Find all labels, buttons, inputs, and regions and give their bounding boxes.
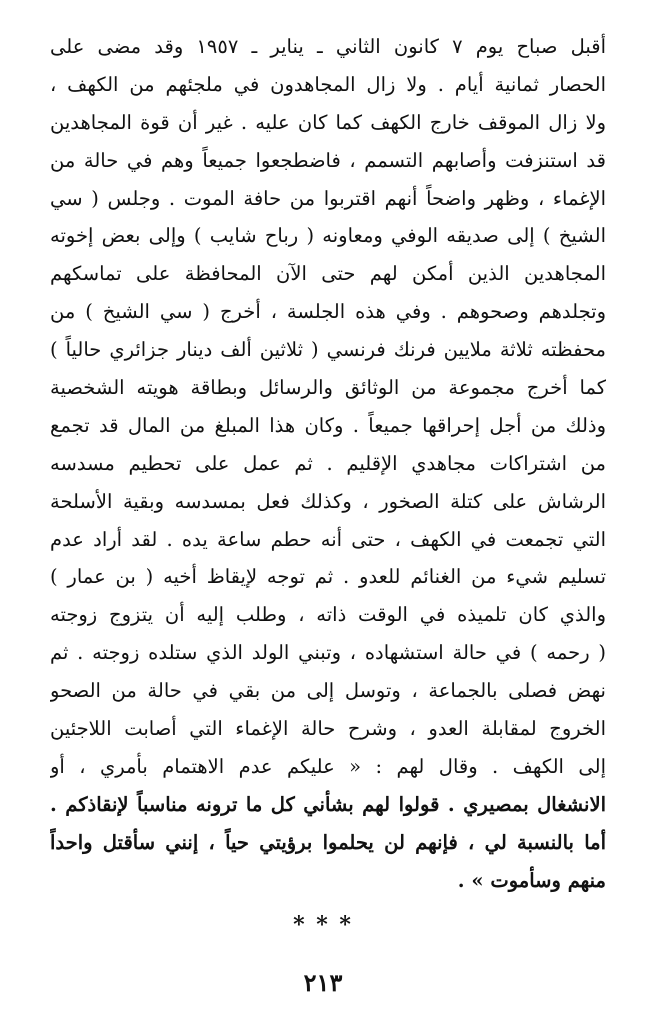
text-line-9: محفظته ثلاثة ملايين فرنك فرنسي ( ثلاثين ألف دينار جزائري حالياً ) <box>50 338 606 362</box>
text-line-19: الخروج لمقابلة العدو ، وشرح حالة الإغماء التي أصابت اللاجئين <box>50 717 606 741</box>
text-line-21: الانشغال بمصيري . قولوا لهم بشأني كل ما ترونه مناسباً لإنقاذكم . <box>50 792 606 816</box>
text-line-6: الشيخ ) إلى صديقه الوفي ومعاونه ( رباح شايب ) وإلى بعض إخوته <box>50 224 606 248</box>
text-line-23: منهم وسأموت » . <box>457 868 606 892</box>
text-line-16: والذي كان تلميذه في الوقت ذاته ، وطلب إليه أن يتزوج زوجته <box>50 603 606 627</box>
text-line-14: التي تجمعت في الكهف ، حتى أنه حطم ساعة يده . لقد أراد عدم <box>50 527 606 551</box>
text-line-4: قد استنزفت وأصابهم التسمم ، فاضطجعوا جميعاً وهم في حالة من <box>50 148 606 172</box>
text-line-15: تسليم شيء من الغنائم للعدو . ثم توجه لإيقاظ أخيه ( بن عمار ) <box>50 565 606 589</box>
page-number: ٢١٣ <box>303 968 343 997</box>
text-line-17: ( رحمه ) في حالة استشهاده ، وتبني الولد الذي ستلده زوجته . ثم <box>50 641 606 665</box>
text-line-8: وتجلدهم وصحوهم . وفي هذه الجلسة ، أخرج ( سي الشيخ ) من <box>50 300 606 324</box>
section-separator: * * * <box>293 912 353 938</box>
text-line-2: الحصار ثمانية أيام . ولا زال المجاهدون في ملجئهم من الكهف ، <box>50 72 606 96</box>
text-line-10: كما أخرج مجموعة من الوثائق والرسائل وبطاقة هويته الشخصية <box>50 376 606 400</box>
text-line-5: الإغماء ، وظهر واضحاً أنهم اقتربوا من حافة الموت . وجلس ( سي <box>50 186 606 210</box>
text-line-22: أما بالنسبة لي ، فإنهم لن يحلموا برؤيتي حياً ، إنني سأقتل واحداً <box>50 830 606 854</box>
text-line-13: الرشاش على كتلة الصخور ، وكذلك فعل بمسدسه وبقية الأسلحة <box>50 489 606 513</box>
text-line-20: إلى الكهف . وقال لهم : « عليكم عدم الاهتمام بأمري ، أو <box>50 754 606 778</box>
body-text <box>50 28 606 899</box>
text-line-18: نهض فصلى بالجماعة ، وتوسل إلى من بقي في حالة من الصحو <box>50 679 606 703</box>
text-line-3: ولا زال الموقف خارج الكهف كما كان عليه . غير أن قوة المجاهدين <box>50 110 606 134</box>
text-line-1: أقبل صباح يوم ٧ كانون الثاني ـ يناير ـ ١٩٥٧ وقد مضى على <box>50 35 606 58</box>
text-line-11: وذلك من أجل إحراقها جميعاً . وكان هذا المبلغ من المال قد تجمع <box>50 413 606 437</box>
text-line-12: من اشتراكات مجاهدي الإقليم . ثم عمل على تحطيم مسدسه <box>50 451 606 475</box>
text-line-7: المجاهدين الذين أمكن لهم حتى الآن المحافظة على تماسكهم <box>50 262 606 286</box>
